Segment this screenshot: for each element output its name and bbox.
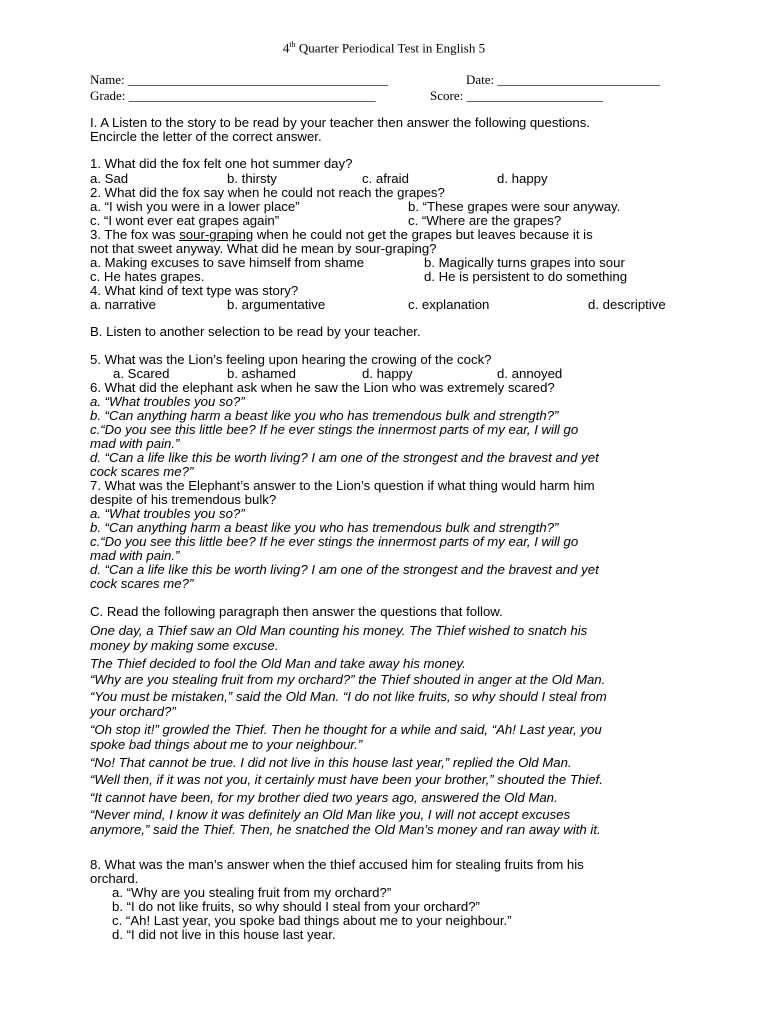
q4-option-c[interactable]: c. explanation [408, 297, 490, 312]
q6-option-b[interactable]: b. “Can anything harm a beast like you who has tremendous bulk and strength?” [90, 408, 559, 423]
q1-option-c[interactable]: c. afraid [362, 171, 409, 186]
part-a-instruction: I. A Listen to the story to be read by your teacher then answer the following questions. [90, 115, 590, 130]
q5-option-c[interactable]: d. happy [362, 366, 413, 381]
q5-option-a[interactable]: a. Scared [113, 366, 170, 381]
q6-option-d-line-2: cock scares me?” [90, 464, 194, 479]
question-7-line-2: despite of his tremendous bulk? [90, 492, 277, 507]
q5-option-d[interactable]: d. annoyed [497, 366, 563, 381]
q2-option-d[interactable]: c. “Where are the grapes? [408, 213, 562, 228]
paragraph-line: “It cannot have been, for my brother died two years ago, answered the Old Man. [90, 790, 558, 805]
q3-option-d[interactable]: d. He is persistent to do something [424, 269, 628, 284]
q6-option-c-line-2: mad with pain.” [90, 436, 180, 451]
question-2: 2. What did the fox say when he could not reach the grapes? [90, 185, 445, 200]
q7-option-c-line-2: mad with pain.” [90, 548, 180, 563]
q3-option-c[interactable]: c. He hates grapes. [90, 269, 205, 284]
part-a-instruction-2: Encircle the letter of the correct answer. [90, 129, 322, 144]
paragraph-line: “Oh stop it!” growled the Thief. Then he thought for a while and said, “Ah! Last year, you [90, 722, 602, 737]
q1-option-d[interactable]: d. happy [497, 171, 548, 186]
q8-option-b[interactable]: b. “I do not like fruits, so why should I steal from your orchard?” [112, 899, 480, 914]
q3-option-b[interactable]: b. Magically turns grapes into sour [424, 255, 625, 270]
q2-option-a[interactable]: a. “I wish you were in a lower place” [90, 199, 300, 214]
paragraph-line: “Never mind, I know it was definitely an Old Man like you, I will not accept excuses [90, 807, 571, 822]
paragraph-line: The Thief decided to fool the Old Man and take away his money. [90, 656, 466, 671]
q8-option-c[interactable]: c. “Ah! Last year, you spoke bad things about me to your neighbour.” [112, 913, 512, 928]
q2-option-c[interactable]: c. “I wont ever eat grapes again” [90, 213, 280, 228]
paragraph-line: One day, a Thief saw an Old Man counting his money. The Thief wished to snatch his [90, 623, 588, 638]
paragraph-line: “Why are you stealing fruit from my orchard?” the Thief shouted in anger at the Old Man. [90, 672, 606, 687]
paragraph-line: “Well then, if it was not you, it certainly must have been your brother,” shouted the Thief. [90, 772, 603, 787]
score-field[interactable]: Score: _____________________ [430, 88, 603, 103]
q7-option-d[interactable]: d. “Can a life like this be worth living? I am one of the strongest and the bravest and yet [90, 562, 599, 577]
part-c-instruction: C. Read the following paragraph then answer the questions that follow. [90, 604, 503, 619]
page-title: 4th Quarter Periodical Test in English 5 [282, 40, 486, 56]
q4-option-d[interactable]: d. descriptive [588, 297, 666, 312]
sour-graping-term: sour-graping [179, 227, 254, 242]
question-6: 6. What did the elephant ask when he saw the Lion who was extremely scared? [90, 380, 555, 395]
grade-field[interactable]: Grade: ______________________________________ [90, 88, 376, 103]
q5-option-b[interactable]: b. ashamed [227, 366, 296, 381]
question-5: 5. What was the Lion’s feeling upon hearing the crowing of the cock? [90, 352, 492, 367]
q7-option-d-line-2: cock scares me?” [90, 576, 194, 591]
paragraph-line: “You must be mistaken,” said the Old Man. “I do not like fruits, so why should I steal from [90, 689, 607, 704]
q7-option-a[interactable]: a. “What troubles you so?” [90, 506, 245, 521]
question-8: 8. What was the man’s answer when the thief accused him for stealing fruits from his [90, 857, 584, 872]
date-field[interactable]: Date: _________________________ [466, 72, 660, 87]
name-field[interactable]: Name: ________________________________________ [90, 72, 388, 87]
question-4: 4. What kind of text type was story? [90, 283, 299, 298]
question-1: 1. What did the fox felt one hot summer day? [90, 156, 353, 171]
q6-option-c[interactable]: c.“Do you see this little bee? If he ever stings the innermost parts of my ear, I will go [90, 422, 579, 437]
q2-option-b[interactable]: b. “These grapes were sour anyway. [408, 199, 621, 214]
q1-option-b[interactable]: b. thirsty [227, 171, 277, 186]
paragraph-line: anymore,” said the Thief. Then, he snatched the Old Man’s money and ran away with it. [90, 822, 601, 837]
question-7: 7. What was the Elephant’s answer to the Lion’s question if what thing would harm him [90, 478, 595, 493]
paragraph-line: spoke bad things about me to your neighbour.” [90, 737, 363, 752]
q3-option-a[interactable]: a. Making excuses to save himself from shame [90, 255, 365, 270]
q8-option-d[interactable]: d. “I did not live in this house last year. [112, 927, 336, 942]
q7-option-b[interactable]: b. “Can anything harm a beast like you who has tremendous bulk and strength?” [90, 520, 559, 535]
question-3: 3. The fox was sour-graping when he could not get the grapes but leaves because it is [90, 227, 593, 242]
q6-option-a[interactable]: a. “What troubles you so?” [90, 394, 245, 409]
q8-option-a[interactable]: a. “Why are you stealing fruit from my orchard?” [112, 885, 392, 900]
q7-option-c[interactable]: c.“Do you see this little bee? If he ever stings the innermost parts of my ear, I will go [90, 534, 579, 549]
paragraph-line: money by making some excuse. [90, 638, 279, 653]
q4-option-a[interactable]: a. narrative [90, 297, 156, 312]
q4-option-b[interactable]: b. argumentative [227, 297, 326, 312]
question-3-line-2: not that sweet anyway. What did he mean by sour-graping? [90, 241, 437, 256]
paragraph-line: “No! That cannot be true. I did not live in this house last year,” replied the Old Man. [90, 755, 572, 770]
q6-option-d[interactable]: d. “Can a life like this be worth living? I am one of the strongest and the bravest and yet [90, 450, 599, 465]
part-b-instruction: B. Listen to another selection to be read by your teacher. [90, 324, 421, 339]
q1-option-a[interactable]: a. Sad [90, 171, 129, 186]
question-8-line-2: orchard. [90, 871, 139, 886]
paragraph-line: your orchard?” [90, 704, 176, 719]
